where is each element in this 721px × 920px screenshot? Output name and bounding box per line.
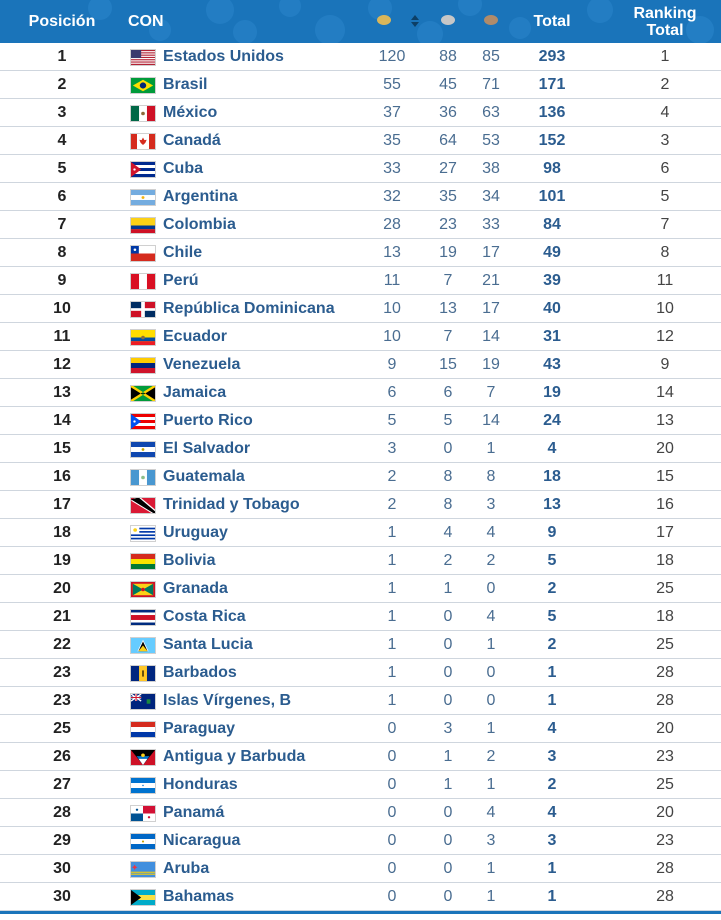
bronze-count: 63: [482, 104, 500, 121]
silver-count: 0: [443, 692, 453, 709]
position-cell: 27: [53, 776, 71, 793]
costarica-flag-icon: [130, 609, 156, 626]
table-row[interactable]: [0, 127, 721, 155]
bronze-count: 2: [486, 748, 496, 765]
ranking-total-cell: 1: [660, 48, 670, 65]
silver-count: 0: [443, 608, 453, 625]
total-count: 4: [547, 440, 557, 457]
table-row[interactable]: [0, 491, 721, 519]
bronze-count: 0: [486, 580, 496, 597]
total-count: 3: [547, 748, 557, 765]
table-row[interactable]: [0, 743, 721, 771]
country-link[interactable]: Venezuela: [163, 356, 241, 373]
trinidad-flag-icon: [130, 497, 156, 514]
table-row[interactable]: [0, 687, 721, 715]
colombia-flag-icon: [130, 217, 156, 234]
total-count: 152: [538, 132, 566, 149]
guatemala-flag-icon: [130, 469, 156, 486]
bronze-count: 0: [486, 692, 496, 709]
silver-count: 36: [439, 104, 457, 121]
ranking-total-cell: 14: [656, 384, 674, 401]
total-count: 5: [547, 608, 557, 625]
panama-flag-icon: [130, 805, 156, 822]
ranking-total-cell: 28: [656, 664, 674, 681]
ranking-total-cell: 20: [656, 440, 674, 457]
bronze-count: 21: [482, 272, 500, 289]
gold-count: 2: [387, 496, 397, 513]
dominican-flag-icon: [130, 301, 156, 318]
total-count: 2: [547, 580, 557, 597]
gold-medal-icon[interactable]: [377, 15, 391, 25]
silver-count: 1: [443, 776, 453, 793]
ranking-total-cell: 25: [656, 776, 674, 793]
grenada-flag-icon: [130, 581, 156, 598]
ranking-total-cell: 4: [660, 104, 670, 121]
table-bottom-border: [0, 911, 721, 914]
nicaragua-flag-icon: [130, 833, 156, 850]
puertorico-flag-icon: [130, 413, 156, 430]
total-count: 3: [547, 832, 557, 849]
position-cell: 20: [53, 580, 71, 597]
position-cell: 8: [57, 244, 67, 261]
header-ranking-line2: Total: [646, 21, 684, 39]
position-cell: 6: [57, 188, 67, 205]
ranking-total-cell: 18: [656, 552, 674, 569]
bronze-count: 17: [482, 244, 500, 261]
ranking-total-cell: 20: [656, 720, 674, 737]
country-link[interactable]: Estados Unidos: [163, 48, 284, 65]
country-link[interactable]: Islas Vírgenes, B: [163, 692, 292, 709]
country-link[interactable]: Chile: [163, 244, 203, 261]
silver-count: 0: [443, 664, 453, 681]
country-link[interactable]: Uruguay: [163, 524, 228, 541]
bronze-count: 33: [482, 216, 500, 233]
country-link[interactable]: Santa Lucia: [163, 636, 253, 653]
position-cell: 30: [53, 888, 71, 905]
total-count: 49: [543, 244, 561, 261]
silver-count: 0: [443, 636, 453, 653]
country-link[interactable]: Jamaica: [163, 384, 227, 401]
silver-count: 7: [443, 272, 453, 289]
country-link[interactable]: Aruba: [163, 860, 210, 877]
silver-count: 5: [443, 412, 453, 429]
ranking-total-cell: 28: [656, 888, 674, 905]
ranking-total-cell: 23: [656, 748, 674, 765]
table-row[interactable]: [0, 239, 721, 267]
bolivia-flag-icon: [130, 553, 156, 570]
bronze-count: 1: [486, 636, 496, 653]
table-row[interactable]: [0, 603, 721, 631]
bronze-count: 4: [486, 524, 496, 541]
total-count: 1: [547, 692, 557, 709]
total-count: 39: [543, 272, 561, 289]
uruguay-flag-icon: [130, 525, 156, 542]
bronze-count: 0: [486, 664, 496, 681]
paraguay-flag-icon: [130, 721, 156, 738]
gold-count: 6: [387, 384, 397, 401]
country-link[interactable]: Granada: [163, 580, 228, 597]
total-count: 2: [547, 776, 557, 793]
antigua-flag-icon: [130, 749, 156, 766]
table-row[interactable]: [0, 267, 721, 295]
position-cell: 18: [53, 524, 71, 541]
table-row[interactable]: [0, 323, 721, 351]
total-count: 1: [547, 860, 557, 877]
country-link[interactable]: El Salvador: [163, 440, 251, 457]
gold-count: 13: [383, 244, 401, 261]
position-cell: 3: [57, 104, 67, 121]
position-cell: 7: [57, 216, 67, 233]
silver-count: 7: [443, 328, 453, 345]
total-count: 5: [547, 552, 557, 569]
silver-count: 13: [439, 300, 457, 317]
table-row[interactable]: [0, 211, 721, 239]
sort-icon[interactable]: [410, 14, 420, 28]
country-link[interactable]: Perú: [163, 272, 199, 289]
table-row[interactable]: [0, 407, 721, 435]
gold-count: 55: [383, 76, 401, 93]
total-count: 101: [538, 188, 566, 205]
silver-count: 8: [443, 496, 453, 513]
gold-count: 3: [387, 440, 397, 457]
total-count: 4: [547, 720, 557, 737]
total-count: 1: [547, 664, 557, 681]
table-row[interactable]: [0, 99, 721, 127]
gold-count: 9: [387, 356, 397, 373]
silver-count: 0: [443, 832, 453, 849]
gold-count: 28: [383, 216, 401, 233]
position-cell: 4: [57, 132, 67, 149]
position-cell: 25: [53, 720, 71, 737]
position-cell: 28: [53, 804, 71, 821]
country-link[interactable]: Guatemala: [163, 468, 245, 485]
bronze-count: 14: [482, 328, 500, 345]
ranking-total-cell: 25: [656, 636, 674, 653]
silver-count: 0: [443, 860, 453, 877]
gold-count: 5: [387, 412, 397, 429]
position-cell: 1: [57, 48, 67, 65]
position-cell: 16: [53, 468, 71, 485]
bronze-count: 71: [482, 76, 500, 93]
table-row[interactable]: [0, 827, 721, 855]
gold-count: 1: [387, 608, 397, 625]
total-count: 4: [547, 804, 557, 821]
table-row[interactable]: [0, 715, 721, 743]
bronze-count: 19: [482, 356, 500, 373]
position-cell: 19: [53, 552, 71, 569]
table-row[interactable]: [0, 547, 721, 575]
table-row[interactable]: [0, 43, 721, 71]
silver-count: 23: [439, 216, 457, 233]
silver-count: 0: [443, 440, 453, 457]
ranking-total-cell: 20: [656, 804, 674, 821]
table-header: [0, 0, 721, 43]
total-count: 98: [543, 160, 561, 177]
ranking-total-cell: 17: [656, 524, 674, 541]
position-cell: 15: [53, 440, 71, 457]
gold-count: 1: [387, 524, 397, 541]
bronze-count: 8: [486, 468, 496, 485]
total-count: 31: [543, 328, 561, 345]
position-cell: 21: [53, 608, 71, 625]
position-cell: 17: [53, 496, 71, 513]
ranking-total-cell: 7: [660, 216, 670, 233]
ranking-total-cell: 10: [656, 300, 674, 317]
bronze-count: 85: [482, 48, 500, 65]
gold-count: 0: [387, 776, 397, 793]
total-count: 84: [543, 216, 561, 233]
gold-count: 10: [383, 300, 401, 317]
gold-count: 35: [383, 132, 401, 149]
country-link[interactable]: Bahamas: [163, 888, 235, 905]
country-link[interactable]: Nicaragua: [163, 832, 241, 849]
ranking-total-cell: 3: [660, 132, 670, 149]
header-con[interactable]: CON: [128, 12, 164, 30]
bronze-count: 53: [482, 132, 500, 149]
bronze-count: 14: [482, 412, 500, 429]
jamaica-flag-icon: [130, 385, 156, 402]
country-link[interactable]: Cuba: [163, 160, 203, 177]
mexico-flag-icon: [130, 105, 156, 122]
table-row[interactable]: [0, 435, 721, 463]
silver-count: 35: [439, 188, 457, 205]
ecuador-flag-icon: [130, 329, 156, 346]
total-count: 1: [547, 888, 557, 905]
argentina-flag-icon: [130, 189, 156, 206]
gold-count: 0: [387, 748, 397, 765]
silver-count: 1: [443, 748, 453, 765]
total-count: 171: [538, 76, 566, 93]
elsalvador-flag-icon: [130, 441, 156, 458]
table-row[interactable]: [0, 575, 721, 603]
country-link[interactable]: Bolivia: [163, 552, 216, 569]
bronze-count: 3: [486, 832, 496, 849]
ranking-total-cell: 16: [656, 496, 674, 513]
table-row[interactable]: [0, 631, 721, 659]
country-link[interactable]: Brasil: [163, 76, 208, 93]
bronze-medal-icon[interactable]: [484, 15, 498, 25]
brazil-flag-icon: [130, 77, 156, 94]
ranking-total-cell: 6: [660, 160, 670, 177]
total-count: 9: [547, 524, 557, 541]
table-row[interactable]: [0, 799, 721, 827]
bronze-count: 1: [486, 720, 496, 737]
gold-count: 1: [387, 552, 397, 569]
header-total[interactable]: Total: [533, 12, 571, 30]
position-cell: 5: [57, 160, 67, 177]
country-link[interactable]: República Dominicana: [163, 300, 335, 317]
bronze-count: 38: [482, 160, 500, 177]
bronze-count: 3: [486, 496, 496, 513]
position-cell: 14: [53, 412, 71, 429]
silver-count: 27: [439, 160, 457, 177]
ranking-total-cell: 11: [656, 272, 674, 289]
table-row[interactable]: [0, 71, 721, 99]
country-link[interactable]: Canadá: [163, 132, 221, 149]
position-cell: 30: [53, 860, 71, 877]
gold-count: 1: [387, 636, 397, 653]
table-row[interactable]: [0, 379, 721, 407]
table-row[interactable]: [0, 519, 721, 547]
header-ranking-line1: Ranking: [633, 4, 697, 22]
silver-count: 6: [443, 384, 453, 401]
bronze-count: 17: [482, 300, 500, 317]
total-count: 2: [547, 636, 557, 653]
table-row[interactable]: [0, 855, 721, 883]
silver-medal-icon[interactable]: [441, 15, 455, 25]
total-count: 18: [543, 468, 561, 485]
ranking-total-cell: 25: [656, 580, 674, 597]
ranking-total-cell: 9: [660, 356, 670, 373]
country-link[interactable]: Argentina: [163, 188, 238, 205]
bronze-count: 4: [486, 608, 496, 625]
gold-count: 0: [387, 720, 397, 737]
gold-count: 120: [378, 48, 406, 65]
silver-count: 8: [443, 468, 453, 485]
country-link[interactable]: Puerto Rico: [163, 412, 253, 429]
gold-count: 1: [387, 692, 397, 709]
ranking-total-cell: 5: [660, 188, 670, 205]
country-link[interactable]: Panamá: [163, 804, 225, 821]
ranking-total-cell: 12: [656, 328, 674, 345]
silver-count: 64: [439, 132, 457, 149]
gold-count: 10: [383, 328, 401, 345]
ranking-total-cell: 2: [660, 76, 670, 93]
ranking-total-cell: 28: [656, 692, 674, 709]
country-link[interactable]: México: [163, 104, 218, 121]
table-row[interactable]: [0, 155, 721, 183]
stlucia-flag-icon: [130, 637, 156, 654]
table-row[interactable]: [0, 463, 721, 491]
table-row[interactable]: [0, 295, 721, 323]
ranking-total-cell: 8: [660, 244, 670, 261]
silver-count: 1: [443, 580, 453, 597]
venezuela-flag-icon: [130, 357, 156, 374]
total-count: 19: [543, 384, 561, 401]
bronze-count: 4: [486, 804, 496, 821]
country-link[interactable]: Costa Rica: [163, 608, 246, 625]
total-count: 24: [543, 412, 561, 429]
table-row[interactable]: [0, 659, 721, 687]
position-cell: 9: [57, 272, 67, 289]
country-link[interactable]: Trinidad y Tobago: [163, 496, 300, 513]
header-position[interactable]: Posición: [28, 12, 96, 30]
position-cell: 29: [53, 832, 71, 849]
bronze-count: 1: [486, 440, 496, 457]
ranking-total-cell: 18: [656, 608, 674, 625]
total-count: 13: [543, 496, 561, 513]
silver-count: 45: [439, 76, 457, 93]
position-cell: 23: [53, 692, 71, 709]
silver-count: 2: [443, 552, 453, 569]
usa-flag-icon: [130, 49, 156, 66]
silver-count: 15: [439, 356, 457, 373]
gold-count: 33: [383, 160, 401, 177]
table-row[interactable]: [0, 771, 721, 799]
bahamas-flag-icon: [130, 889, 156, 906]
position-cell: 26: [53, 748, 71, 765]
silver-count: 19: [439, 244, 457, 261]
table-row[interactable]: [0, 883, 721, 911]
country-link[interactable]: Barbados: [163, 664, 237, 681]
honduras-flag-icon: [130, 777, 156, 794]
total-count: 40: [543, 300, 561, 317]
header-ranking-total[interactable]: [620, 0, 710, 43]
gold-count: 1: [387, 580, 397, 597]
bronze-count: 1: [486, 776, 496, 793]
ranking-total-cell: 23: [656, 832, 674, 849]
bronze-count: 2: [486, 552, 496, 569]
barbados-flag-icon: [130, 665, 156, 682]
gold-count: 2: [387, 468, 397, 485]
chile-flag-icon: [130, 245, 156, 262]
cuba-flag-icon: [130, 161, 156, 178]
ranking-total-cell: 13: [656, 412, 674, 429]
country-link[interactable]: Paraguay: [163, 720, 236, 737]
position-cell: 22: [53, 636, 71, 653]
country-link[interactable]: Colombia: [163, 216, 236, 233]
total-count: 43: [543, 356, 561, 373]
gold-count: 0: [387, 860, 397, 877]
bvi-flag-icon: [130, 693, 156, 710]
gold-count: 0: [387, 832, 397, 849]
table-row[interactable]: [0, 351, 721, 379]
silver-count: 0: [443, 888, 453, 905]
silver-count: 4: [443, 524, 453, 541]
bronze-count: 7: [486, 384, 496, 401]
total-count: 136: [538, 104, 566, 121]
gold-count: 32: [383, 188, 401, 205]
total-count: 293: [538, 48, 566, 65]
peru-flag-icon: [130, 273, 156, 290]
gold-count: 1: [387, 664, 397, 681]
aruba-flag-icon: [130, 861, 156, 878]
table-body: [0, 43, 721, 911]
position-cell: 11: [53, 328, 71, 345]
bronze-count: 34: [482, 188, 500, 205]
country-link[interactable]: Antigua y Barbuda: [163, 748, 306, 765]
bronze-count: 1: [486, 888, 496, 905]
position-cell: 13: [53, 384, 71, 401]
country-link[interactable]: Honduras: [163, 776, 238, 793]
position-cell: 10: [53, 300, 71, 317]
position-cell: 2: [57, 76, 67, 93]
country-link[interactable]: Ecuador: [163, 328, 228, 345]
ranking-total-cell: 15: [656, 468, 674, 485]
canada-flag-icon: [130, 133, 156, 150]
gold-count: 37: [383, 104, 401, 121]
table-row[interactable]: [0, 183, 721, 211]
gold-count: 0: [387, 888, 397, 905]
silver-count: 88: [439, 48, 457, 65]
gold-count: 0: [387, 804, 397, 821]
position-cell: 12: [53, 356, 71, 373]
ranking-total-cell: 28: [656, 860, 674, 877]
silver-count: 3: [443, 720, 453, 737]
silver-count: 0: [443, 804, 453, 821]
gold-count: 11: [383, 272, 401, 289]
bronze-count: 1: [486, 860, 496, 877]
position-cell: 23: [53, 664, 71, 681]
